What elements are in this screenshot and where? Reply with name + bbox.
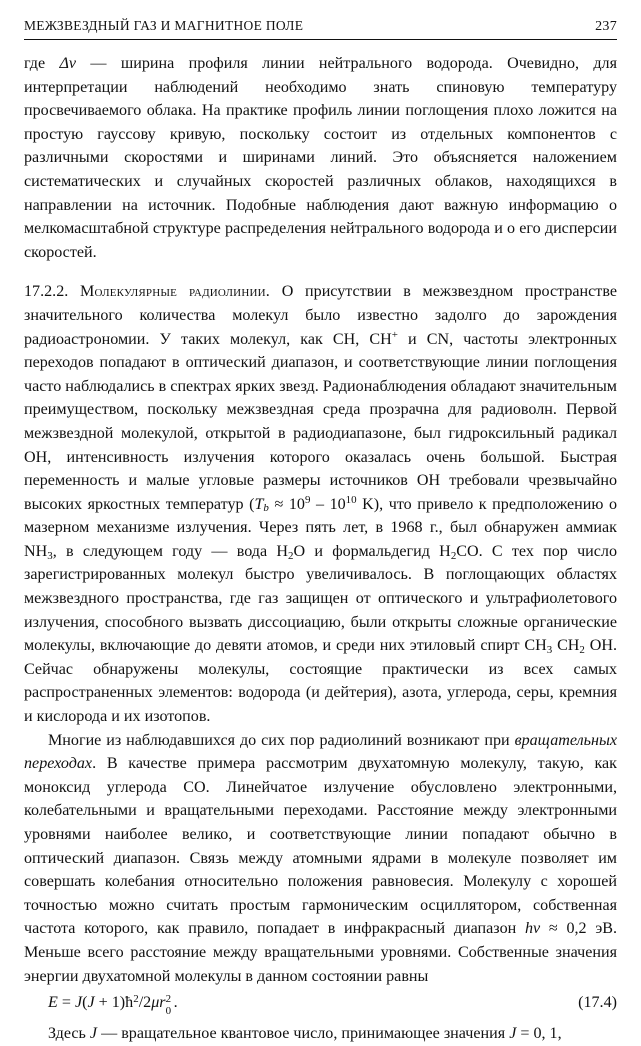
- page-number: 237: [595, 19, 617, 34]
- paragraph-quantum-number: Здесь J — вращательное квантовое число, принимающее значения J = 0, 1,: [48, 1025, 562, 1043]
- paragraph-molecular-lines: 17.2.2. Молекулярные радиолинии. О присутствии в межзвездном пространстве значительного количества молекул было известно задолго до зарождения радиоастрономии. У таких молекул, как CH, CH+ и CN, частоты электронных переходов попадают в оптический диапазон, и соответствующие линии поглощения часто наблюдались в спектрах ярких звезд. Радионаблюдения обладают значительным преимуществом, поскольку межзвездная среда прозрачна для радиоволн. Первой межзвездной молекулой, открытой в радиодиапазоне, был гидроксильный радикал OH, интенсивность излучения которого оказалась очень большой. Быстрая переменность и малые угловые размеры источников OH требовали чрезвычайно высоких яркостных температур ($T_b \approx 10^9 - 10^{10}$ K), что привело к предположению о мазерном механизме излучения. Через пять лет, в 1968 г., был обнаружен аммиак $NH_3$, в следующем году — вода $H_2O$ и формальдегид $H_2CO$. С тех пор число зарегистрированных молекул быстро увеличивалось. В поглощающих областях межзвездного пространства, где газ защищен от оптического и ультрафиолетового излучения, способного вызвать диссоциацию, были открыты сложные органические молекулы, включающие до девяти атомов, и среди них этиловый спирт $CH_3$ $CH_2$ OH. Сейчас обнаружены молекулы, состоящие практически из всех самых распространенных элементов: водорода (и дейтерия), азота, углерода, серы, кремния и кислорода и их изотопов.: [24, 283, 618, 726]
- running-header: [24, 18, 617, 40]
- running-title: МЕЖЗВЕЗДНЫЙ ГАЗ И МАГНИТНОЕ ПОЛЕ: [24, 18, 304, 33]
- section-title: Молекулярные радиолинии.: [79, 283, 270, 301]
- paragraph-rotational-transitions: Многие из наблюдавшихся до сих пор радиолиний возникают при вращательных переходах. В качестве примера рассмотрим двухатомную молекулу, такую, как моноксид углерода CO. Линейчатое излучение обусловлено электронными, колебательными и вращательными переходами. Расстояние между электронными уровнями наиболее велико, и соответствующие линии попадают обычно в оптический диапазон. Связь между атомными ядрами в молекуле позволяет им совершать колебания относительно положения равновесия. Молекулу с хорошей точностью можно считать простым гармоническим осциллятором, собственная частота которого, как правило, попадает в инфракрасный диапазон hν ≈ 0,2 эВ. Меньше всего расстояние между вращательными уровнями. Собственные значения энергии двухатомной молекулы в данном состоянии равны: [24, 731, 617, 985]
- paragraph-hydrogen-absorption: где Δν — ширина профиля линии нейтрального водорода. Очевидно, для интерпретации наблюдений необходимо знать спиновую температуру просвечиваемого облака. На практике профиль линии поглощения плохо ложится на простую гауссову кривую, поскольку состоит из отдельных компонентов с различными скоростями и ширинами линий. Это объясняется наложением систематических и случайных скоростей различных облаков, находящихся в направлении на источник. Подобные наблюдения дают важную информацию о мелкомасштабной структуре распределения нейтрального водорода и о его дисперсии скоростей.: [24, 55, 617, 261]
- section-number: 17.2.2.: [24, 283, 69, 301]
- equation-number: (17.4): [578, 994, 617, 1012]
- equation-17-4: [24, 990, 617, 1016]
- section-gap: [24, 264, 617, 280]
- italic-term: вращательных переходах: [24, 731, 617, 773]
- equation-formula: $E = J(J + 1)ħ^2/2\mu r$ 2 0 .: [48, 992, 178, 1017]
